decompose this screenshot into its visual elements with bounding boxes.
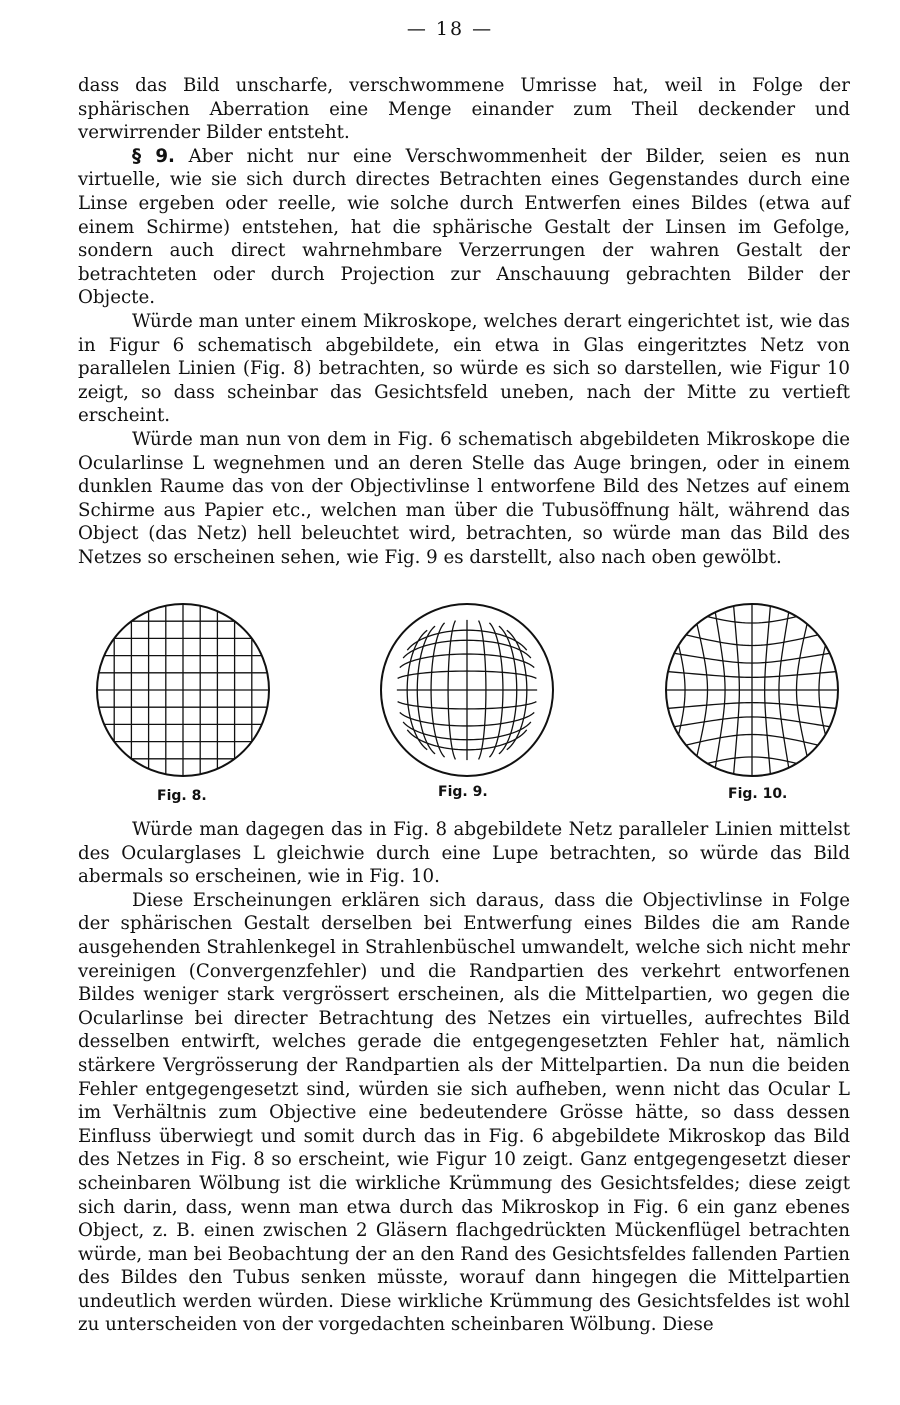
figures-row bbox=[0, 600, 900, 810]
paragraph: Diese Erscheinungen erklären sich daraus, dass die Objectivlinse in Folge der sphärischen Gestalt derselben bei Entwerfung eines Bildes die am Rande ausgehenden Strahlenkegel in Strahlenbüschel umwandelt, welche sich nicht mehr vereinigen (Convergenzfehler) und die Randpartien des verkehrt entworfenen Bildes weniger stark vergrössert erscheinen, als die Mittelpartien, wo gegen die Ocularlinse bei directer Betrachtung des Netzes ein virtuelles, aufrechtes Bild desselben entwirft, welches gerade die entgegengesetzten Fehler hat, nämlich stärkere Vergrösserung der Randpartien als der Mittelpartien. Da nun die beiden Fehler entgegengesetzt sind, würden sie sich aufheben, wenn nicht das Ocular L im Verhältnis zum Objective eine bedeutendere Grösse hätte, so dass dessen Einfluss überwiegt und somit durch das in Fig. 6 abgebildete Mikroskop das Bild des Netzes in Fig. 8 so erscheint, wie Figur 10 zeigt. Ganz entgegengesetzt dieser scheinbaren Wölbung ist die wirkliche Krümmung des Gesichtsfeldes; diese zeigt sich darin, dass, wenn man etwa durch das Mikroskop in Fig. 6 ein ganz ebenes Object, z. B. einen zwischen 2 Gläsern flachgedrückten Mückenflügel betrachten würde, man bei Beobachtung der an den Rand des Gesichtsfeldes fallenden Partien des Bildes den Tubus senken müsste, worauf dann hingegen die Mittelpartien undeutlich werden würden. Diese wirkliche Krümmung des Gesichtsfeldes ist wohl zu unterscheiden von der vorgedachten scheinbaren Wölbung. Diese bbox=[78, 889, 850, 1336]
figure-9 bbox=[377, 600, 557, 780]
figure-caption-8: Fig. 8. bbox=[157, 788, 207, 804]
page-number: — 18 — bbox=[406, 18, 494, 40]
text-block-top bbox=[78, 74, 850, 569]
paragraph-section-9 bbox=[78, 145, 850, 310]
figure-caption-9: Fig. 9. bbox=[438, 784, 488, 800]
grid-straight-figure bbox=[93, 600, 273, 780]
paragraph: Würde man unter einem Mikroskope, welches derart eingerichtet ist, wie das in Figur 6 schematisch abgebildete, ein etwa in Glas eingeritztes Netz von parallelen Linien (Fig. 8) betrachten, so würde es sich so darstellen, wie Figur 10 zeigt, so dass scheinbar das Gesichtsfeld uneben, nach der Mitte zu vertieft erscheint. bbox=[78, 310, 850, 427]
paragraph: Würde man nun von dem in Fig. 6 schematisch abgebildeten Mikroskope die Ocularlinse L wegnehmen und an deren Stelle das Auge bringen, oder in einem dunklen Raume das von der Objectivlinse l entworfene Bild des Netzes auf einem Schirme aus Papier etc., welchen man über die Tubusöffnung hält, während das Object (das Netz) hell beleuchtet wird, betrachten, so würde man das Bild des Netzes so erscheinen sehen, wie Fig. 9 es darstellt, also nach oben gewölbt. bbox=[78, 428, 850, 568]
section-number: § 9. bbox=[132, 145, 175, 167]
grid-lines bbox=[397, 620, 537, 760]
paragraph: Würde man dagegen das in Fig. 8 abgebildete Netz paralleler Linien mittelst des Ocularglases L gleichwie durch eine Lupe betrachten, so würde das Bild abermals so erscheinen, wie in Fig. 10. bbox=[78, 819, 850, 888]
paragraph: dass das Bild unscharfe, verschwommene Umrisse hat, weil in Folge der sphärischen Aberration eine Menge einander zum Theil deckender und verwirrender Bilder entsteht. bbox=[78, 75, 850, 144]
grid-barrel-figure bbox=[377, 600, 557, 780]
figure-10 bbox=[662, 600, 842, 780]
grid-lines bbox=[662, 600, 842, 780]
figure-caption-10: Fig. 10. bbox=[728, 786, 788, 802]
paragraph-text: Aber nicht nur eine Verschwommenheit der Bilder, seien es nun virtuelle, wie sie sich durch directes Betrachten eines Gegenstandes durch eine Linse ergeben oder reelle, wie solche durch Entwerfen eines Bildes (etwa auf einem Schirme) entstehen, hat die sphärische Gestalt der Linsen im Gefolge, sondern auch direct wahrnehmbare Verzerrungen der wahren Gestalt der betrachteten oder durch Projection zur Anschauung gebrachten Bilder der Objecte. bbox=[78, 145, 850, 309]
text-block-bottom bbox=[78, 818, 850, 1337]
grid-pincushion-figure bbox=[662, 600, 842, 780]
grid-lines bbox=[93, 600, 273, 780]
figure-8 bbox=[93, 600, 273, 780]
